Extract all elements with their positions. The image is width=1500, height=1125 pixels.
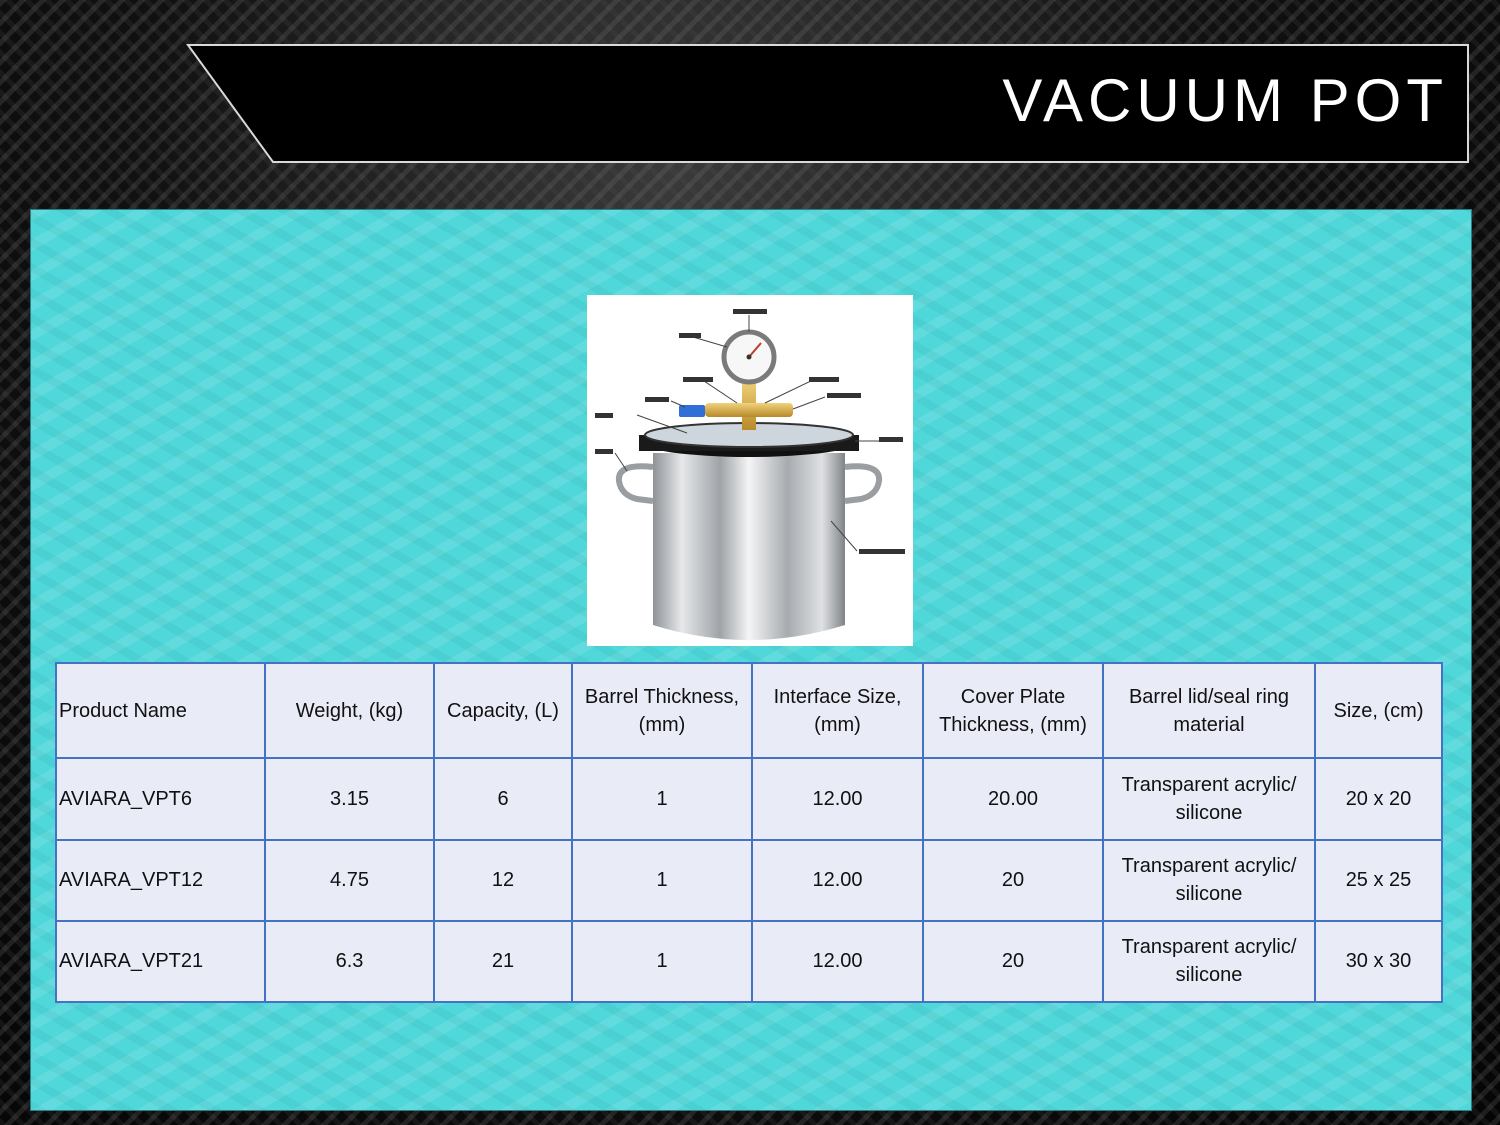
- header-size: Size, (cm): [1315, 663, 1442, 758]
- cell-barrel-thickness: 1: [572, 758, 752, 839]
- title-banner: [0, 0, 1500, 175]
- specification-table: [55, 662, 1443, 1003]
- header-interface-size: Interface Size, (mm): [752, 663, 923, 758]
- header-weight: Weight, (kg): [265, 663, 434, 758]
- product-photo: [587, 295, 913, 646]
- cell-barrel-thickness: 1: [572, 840, 752, 921]
- cell-interface-size: 12.00: [752, 840, 923, 921]
- cell-capacity: 21: [434, 921, 572, 1002]
- cell-barrel-thickness: 1: [572, 921, 752, 1002]
- table-header-row: [56, 663, 1442, 758]
- header-capacity: Capacity, (L): [434, 663, 572, 758]
- header-cover-plate-thickness: Cover Plate Thickness, (mm): [923, 663, 1103, 758]
- cell-lid-seal-material: Transparent acrylic/ silicone: [1103, 840, 1315, 921]
- table-row: [56, 840, 1442, 921]
- vacuum-pot-illustration: [587, 295, 913, 646]
- cell-cover-plate-thickness: 20: [923, 840, 1103, 921]
- cell-size: 20 x 20: [1315, 758, 1442, 839]
- header-barrel-thickness: Barrel Thickness, (mm): [572, 663, 752, 758]
- header-lid-seal-material: Barrel lid/seal ring material: [1103, 663, 1315, 758]
- cell-cover-plate-thickness: 20: [923, 921, 1103, 1002]
- cell-size: 25 x 25: [1315, 840, 1442, 921]
- cell-lid-seal-material: Transparent acrylic/ silicone: [1103, 921, 1315, 1002]
- cell-weight: 6.3: [265, 921, 434, 1002]
- table-row: [56, 921, 1442, 1002]
- cell-weight: 3.15: [265, 758, 434, 839]
- cell-capacity: 6: [434, 758, 572, 839]
- cell-product-name: AVIARA_VPT12: [56, 840, 265, 921]
- cell-interface-size: 12.00: [752, 921, 923, 1002]
- header-product-name: Product Name: [56, 663, 265, 758]
- cell-product-name: AVIARA_VPT21: [56, 921, 265, 1002]
- cell-product-name: AVIARA_VPT6: [56, 758, 265, 839]
- cell-interface-size: 12.00: [752, 758, 923, 839]
- cell-lid-seal-material: Transparent acrylic/ silicone: [1103, 758, 1315, 839]
- cell-capacity: 12: [434, 840, 572, 921]
- table-row: [56, 758, 1442, 839]
- cell-size: 30 x 30: [1315, 921, 1442, 1002]
- cell-weight: 4.75: [265, 840, 434, 921]
- page-title: VACUUM POT: [1002, 67, 1448, 134]
- cell-cover-plate-thickness: 20.00: [923, 758, 1103, 839]
